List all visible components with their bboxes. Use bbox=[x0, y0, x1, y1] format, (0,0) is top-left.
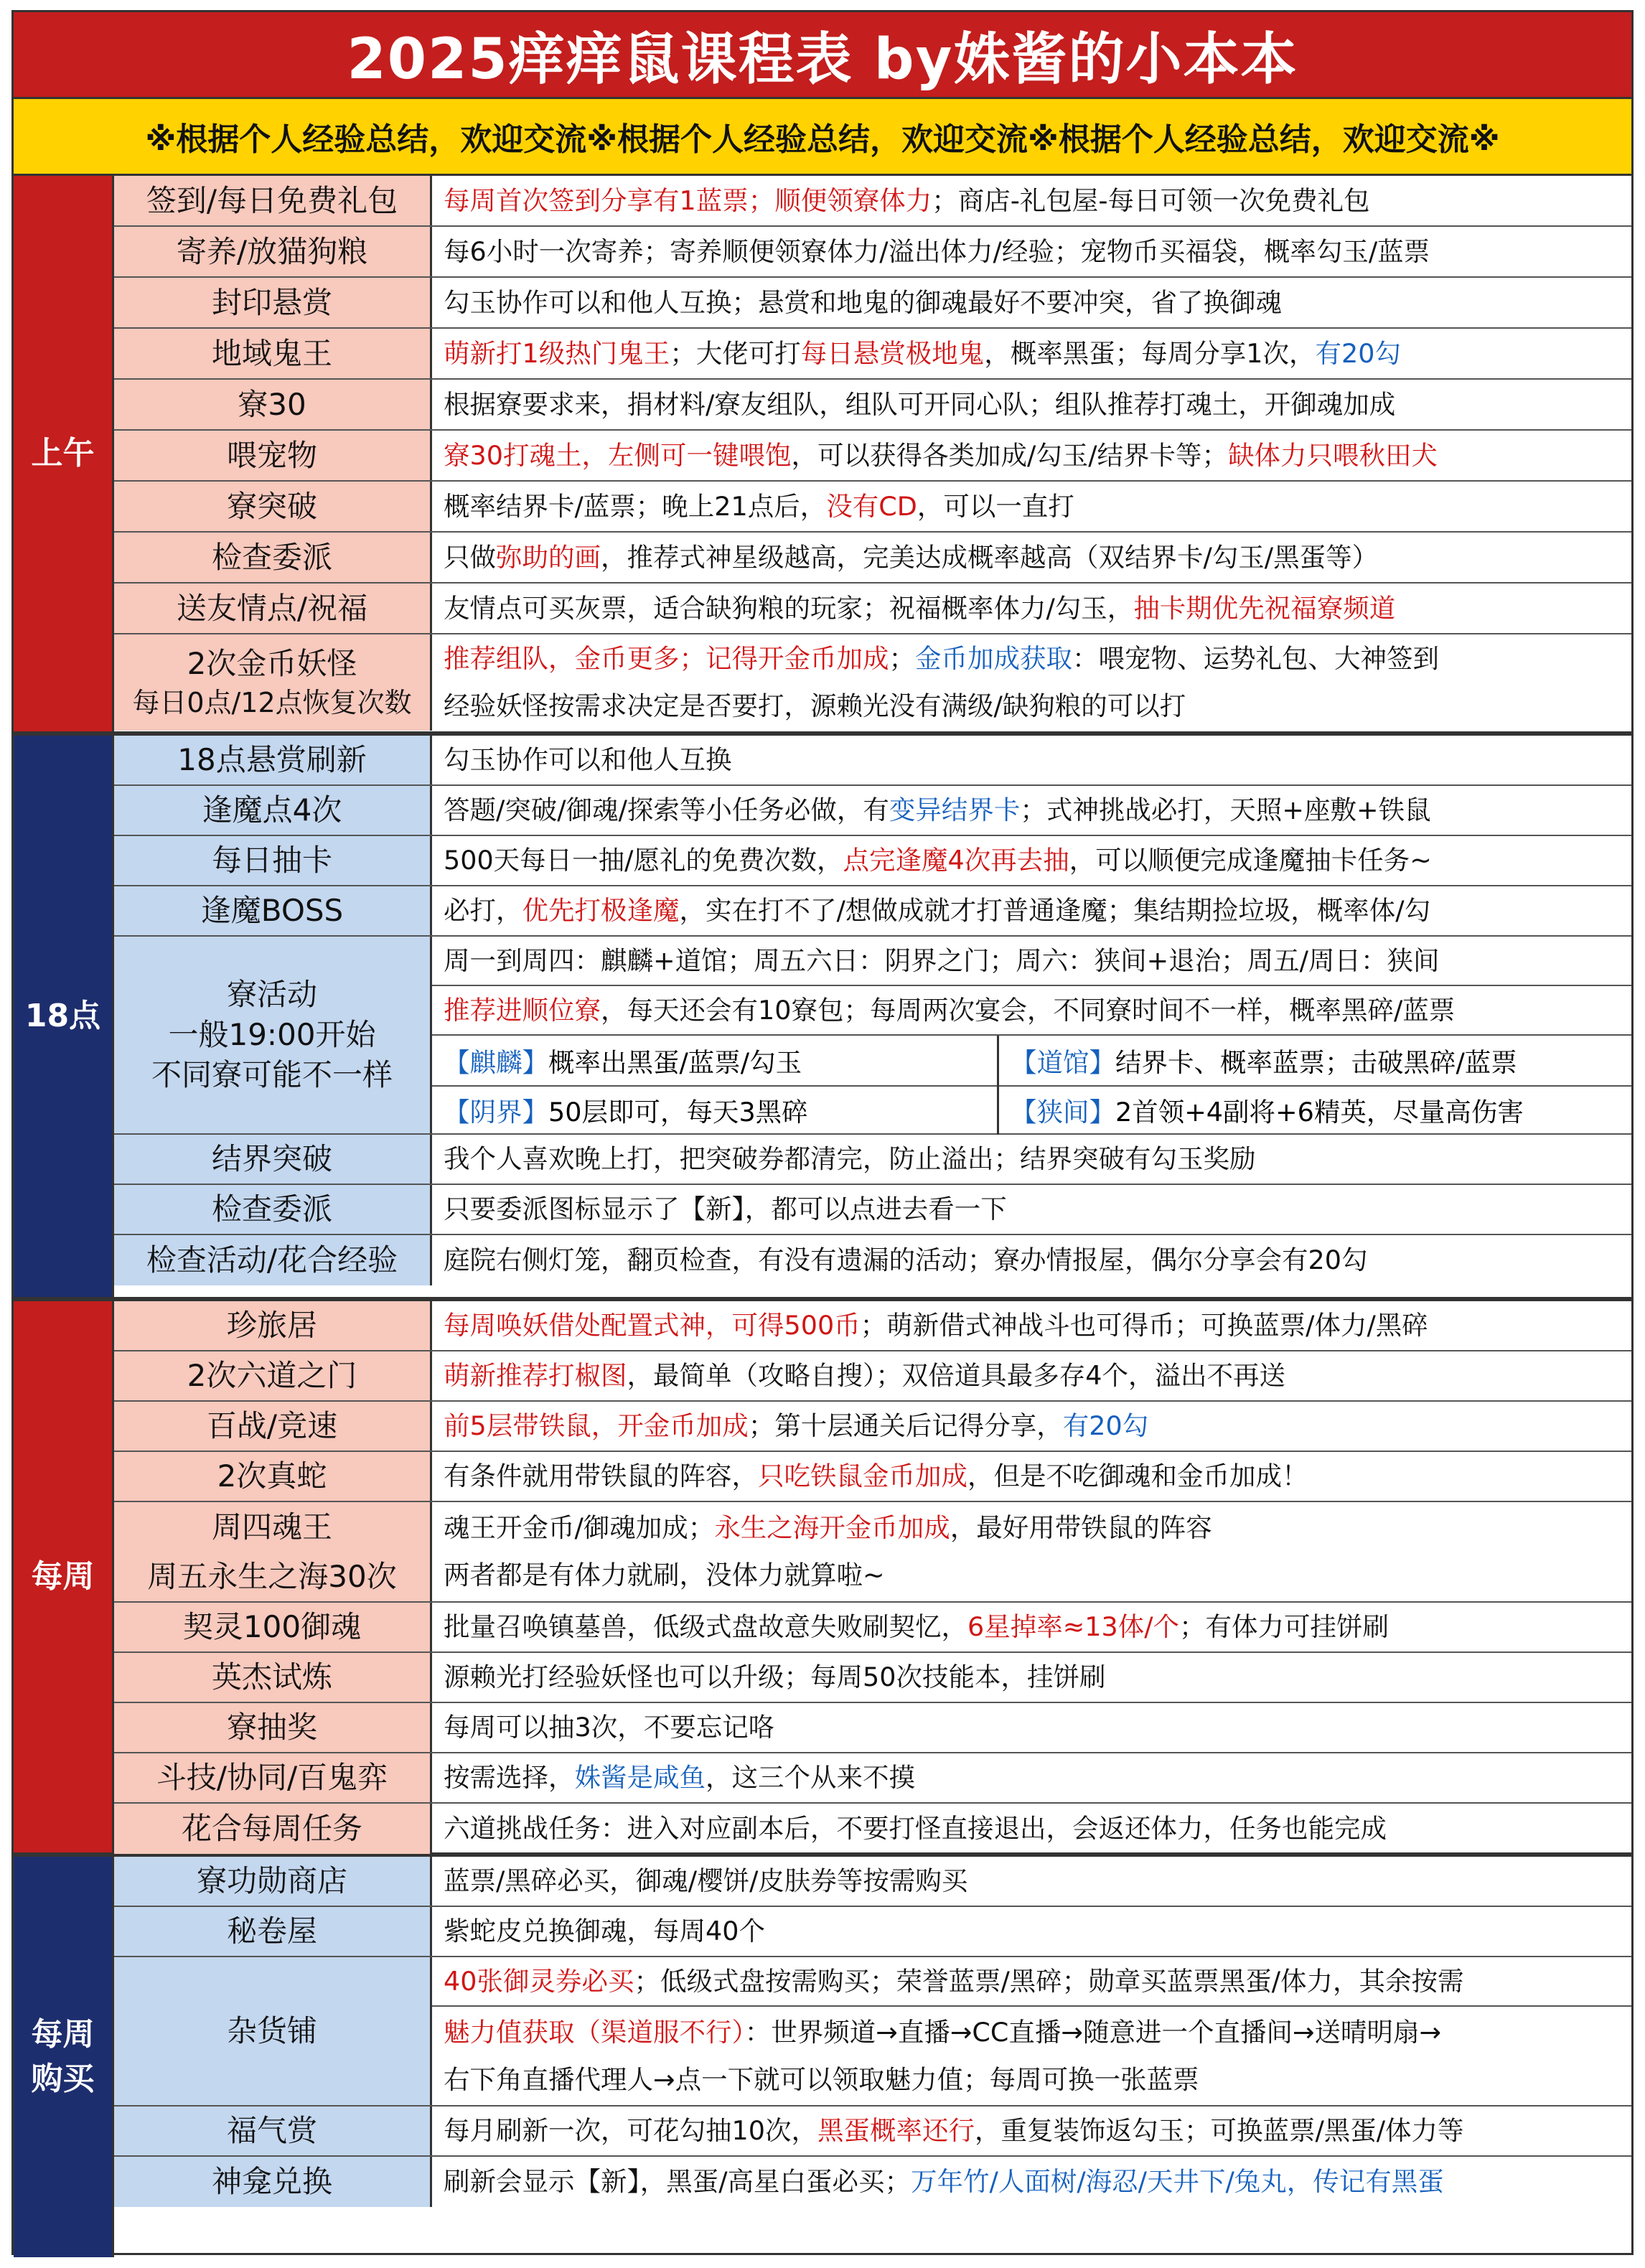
table-row bbox=[114, 1235, 1631, 1285]
desc-line bbox=[444, 330, 1620, 378]
desc-line bbox=[444, 887, 1620, 934]
row-desc bbox=[432, 736, 1631, 784]
combo-name-line: 周五永生之海30次 bbox=[147, 1558, 397, 1594]
combo-name-line: 周四魂王 bbox=[211, 1509, 332, 1545]
activity-tag: 【狭间】 bbox=[1011, 1096, 1115, 1128]
row-name bbox=[114, 2107, 432, 2155]
desc-text: 推荐进顺位寮 bbox=[444, 994, 601, 1026]
desc-text: 魂王开金币/御魂加成； bbox=[444, 1512, 715, 1543]
row-desc bbox=[432, 2157, 1631, 2207]
desc-text: ，可以顺便完成逢魔抽卡任务~ bbox=[1069, 845, 1432, 876]
desc-text: 6星掉率≈13体/个 bbox=[967, 1611, 1180, 1642]
desc-text: 弥助的画 bbox=[496, 541, 601, 573]
desc-text: 经验妖怪按需求决定是否要打，源赖光没有满级/缺狗粮的可以打 bbox=[444, 690, 1186, 721]
desc-text: ；有体力可挂饼刷 bbox=[1179, 1611, 1389, 1642]
desc-text: 每月刷新一次，可花勾抽10次， bbox=[444, 2115, 817, 2146]
table-row bbox=[114, 1907, 1631, 1957]
desc-line bbox=[444, 1352, 1620, 1400]
row-name-text: 百战/竞速 bbox=[206, 1408, 338, 1443]
desc-line bbox=[444, 1857, 1620, 1905]
activity-cell bbox=[432, 1036, 999, 1085]
row-name-text: 送友情点/祝福 bbox=[176, 590, 368, 626]
weekly-rows bbox=[114, 1301, 1631, 1852]
desc-text: 姝酱是咸鱼 bbox=[574, 1762, 706, 1793]
row-desc bbox=[432, 836, 1631, 885]
desc-text: ；商店-礼包屋-每日可领一次免费礼包 bbox=[932, 184, 1370, 216]
combo-desc bbox=[432, 1502, 1631, 1601]
zahuo-lines bbox=[432, 2007, 1631, 2105]
activity-text: 概率出黑蛋/蓝票/勾玉 bbox=[548, 1046, 802, 1078]
activity-block bbox=[114, 937, 1631, 1135]
desc-line bbox=[444, 1186, 1620, 1233]
section-label-weekly: 每周 bbox=[14, 1301, 114, 1852]
desc-text: 我个人喜欢晚上打，把突破券都清完，防止溢出；结界突破有勾玉奖励 bbox=[444, 1143, 1256, 1174]
row-desc bbox=[432, 1135, 1631, 1184]
combo-block bbox=[114, 1502, 1631, 1603]
schedule-sheet bbox=[11, 10, 1634, 2255]
desc-line bbox=[444, 1704, 1620, 1751]
row-name-text: 花合每周任务 bbox=[181, 1811, 362, 1846]
desc-text: 右下角直播代理人→点一下就可以领取魅力值；每周可换一张蓝票 bbox=[444, 2063, 1199, 2095]
desc-text: 萌新推荐打椒图 bbox=[444, 1360, 627, 1391]
row-name-text: 每日抽卡 bbox=[211, 843, 332, 878]
desc-text: 每周首次签到分享有1蓝票；顺便领寮体力 bbox=[444, 184, 932, 216]
row-name bbox=[114, 1301, 432, 1350]
row-name-text: 2次金币妖怪 bbox=[187, 646, 357, 681]
row-name bbox=[114, 1753, 432, 1802]
table-row bbox=[114, 1301, 1631, 1351]
activity-tag: 【阴界】 bbox=[444, 1096, 548, 1128]
page-title: 2025痒痒鼠课程表 by姝酱的小本本 bbox=[14, 12, 1631, 97]
desc-line bbox=[444, 1754, 1620, 1801]
desc-text: ；低级式盘按需购买；荣誉蓝票/黑碎；勋章买蓝票黑蛋/体力，其余按需 bbox=[634, 1965, 1464, 1997]
row-desc bbox=[432, 431, 1631, 480]
desc-text: 概率结界卡/蓝票；晚上21点后， bbox=[444, 490, 827, 522]
row-name-text: 英杰试炼 bbox=[211, 1659, 332, 1695]
row-name-text: 签到/每日免费礼包 bbox=[146, 182, 398, 218]
desc-text: 庭院右侧灯笼，翻页检查，有没有遗漏的活动；寮办情报屋，偶尔分享会有20勾 bbox=[444, 1245, 1368, 1275]
desc-text: 答题/突破/御魂/探索等小任务必做，有 bbox=[444, 795, 889, 825]
row-name bbox=[114, 1185, 432, 1234]
desc-text: 前5层带铁鼠，开金币加成 bbox=[444, 1410, 749, 1441]
table-row bbox=[114, 176, 1631, 227]
section-shop bbox=[14, 1857, 1631, 2257]
desc-text: 黑蛋概率还行 bbox=[817, 2115, 975, 2146]
desc-line bbox=[444, 534, 1620, 581]
activity-line bbox=[432, 986, 1631, 1036]
row-name bbox=[114, 886, 432, 935]
row-desc bbox=[432, 1703, 1631, 1752]
row-name bbox=[114, 278, 432, 327]
row-name-text: 神龛兑换 bbox=[211, 2164, 332, 2199]
row-desc bbox=[432, 1857, 1631, 1906]
desc-text: 没有CD bbox=[826, 490, 917, 522]
activity-tag: 【道馆】 bbox=[1011, 1046, 1115, 1078]
desc-line bbox=[444, 279, 1620, 327]
shop-rows bbox=[114, 1857, 1631, 2257]
row-desc bbox=[432, 533, 1631, 582]
activity-name-line: 寮活动 bbox=[226, 977, 317, 1012]
section-label-shop: 每周购买 bbox=[14, 1857, 114, 2257]
desc-text: ：喂宠物、运势礼包、大神签到 bbox=[1072, 643, 1439, 674]
row-name bbox=[114, 533, 432, 582]
evening-rows bbox=[114, 736, 1631, 1297]
table-row bbox=[114, 634, 1631, 731]
row-name bbox=[114, 1857, 432, 1906]
row-name bbox=[114, 1452, 432, 1501]
desc-line bbox=[444, 1402, 1620, 1450]
desc-line bbox=[444, 2107, 1620, 2155]
activity-line bbox=[432, 937, 1631, 986]
desc-text: 每日悬赏极地鬼 bbox=[800, 337, 985, 369]
activity-cell bbox=[432, 1085, 999, 1135]
desc-text: ，最简单（攻略自搜）；双倍道具最多存4个，溢出不再送 bbox=[627, 1360, 1285, 1391]
desc-line bbox=[444, 1908, 1620, 1955]
section-label-morning: 上午 bbox=[14, 176, 114, 731]
row-name bbox=[114, 176, 432, 225]
table-row bbox=[114, 380, 1631, 431]
row-name-text: 寮功勋商店 bbox=[196, 1863, 347, 1898]
row-name-sub: 每日0点/12点恢复次数 bbox=[132, 687, 412, 718]
activity-cell bbox=[999, 1085, 1631, 1135]
morning-rows bbox=[114, 176, 1631, 731]
desc-text: 勾玉协作可以和他人互换；悬赏和地鬼的御魂最好不要冲突，省了换御魂 bbox=[444, 286, 1282, 318]
desc-line bbox=[444, 1504, 1620, 1552]
table-row bbox=[114, 1135, 1631, 1185]
desc-text: 每周唤妖借处配置式神，可得500币 bbox=[444, 1310, 861, 1341]
table-row bbox=[114, 736, 1631, 786]
desc-text: 只做 bbox=[444, 541, 496, 573]
table-row bbox=[114, 1603, 1631, 1653]
row-desc bbox=[432, 886, 1631, 935]
desc-text: 优先打极逢魔 bbox=[522, 895, 680, 926]
row-name bbox=[114, 1351, 432, 1400]
desc-text: 只吃铁鼠金币加成 bbox=[758, 1461, 967, 1491]
desc-text: ，但是不吃御魂和金币加成！ bbox=[967, 1461, 1308, 1491]
desc-text: 周一到周四：麒麟+道馆；周五六日：阴界之门；周六：狭间+退治；周五/周日：狭间 bbox=[444, 945, 1440, 976]
row-desc bbox=[432, 1452, 1631, 1501]
row-desc bbox=[432, 380, 1631, 429]
row-name bbox=[114, 1653, 432, 1702]
row-name bbox=[114, 1402, 432, 1451]
desc-text: 金币加成获取 bbox=[915, 643, 1072, 674]
desc-line bbox=[444, 987, 1620, 1034]
row-desc bbox=[432, 584, 1631, 633]
row-name bbox=[114, 1235, 432, 1285]
row-name-text: 寮突破 bbox=[226, 488, 317, 524]
desc-text: ，推荐式神星级越高，完美达成概率越高（双结界卡/勾玉/黑蛋等） bbox=[601, 541, 1379, 573]
row-name bbox=[114, 227, 432, 276]
desc-text: 点完逢魔4次再去抽 bbox=[843, 845, 1069, 876]
table-row bbox=[114, 1703, 1631, 1753]
table-row bbox=[114, 227, 1631, 278]
desc-text: 源赖光打经验妖怪也可以升级；每周50次技能本，挂饼刷 bbox=[444, 1662, 1106, 1692]
row-name bbox=[114, 786, 432, 835]
row-desc bbox=[432, 786, 1631, 835]
combo-name bbox=[114, 1502, 432, 1601]
desc-line bbox=[444, 2009, 1620, 2056]
section-evening bbox=[14, 736, 1631, 1301]
row-name bbox=[114, 2157, 432, 2207]
row-name bbox=[114, 634, 432, 731]
desc-text: 有20勾 bbox=[1062, 1410, 1149, 1441]
activity-text: 2首领+4副将+6精英，尽量高伤害 bbox=[1115, 1096, 1524, 1128]
desc-text: ；大佬可打 bbox=[670, 337, 801, 369]
desc-line bbox=[444, 736, 1620, 784]
row-desc bbox=[432, 1907, 1631, 1956]
desc-text: 抽卡期优先祝福寮频道 bbox=[1133, 592, 1396, 624]
section-weekly bbox=[14, 1301, 1631, 1857]
row-name-text: 喂宠物 bbox=[226, 437, 317, 473]
desc-text: ，可以一直打 bbox=[917, 490, 1074, 522]
desc-text: 每周可以抽3次，不要忘记咯 bbox=[444, 1712, 775, 1743]
row-name-text: 封印悬赏 bbox=[211, 284, 332, 320]
row-name bbox=[114, 836, 432, 885]
desc-text: 根据寮要求来，捐材料/寮友组队，组队可开同心队；组队推荐打魂土，开御魂加成 bbox=[444, 388, 1396, 420]
desc-text: 每6小时一次寄养；寄养顺便领寮体力/溢出体力/经验；宠物币买福袋，概率勾玉/蓝票 bbox=[444, 235, 1430, 267]
row-desc bbox=[432, 1653, 1631, 1702]
row-name-text: 寄养/放猫狗粮 bbox=[176, 233, 368, 269]
table-row bbox=[114, 1351, 1631, 1402]
desc-text: ，最好用带铁鼠的阵容 bbox=[950, 1512, 1212, 1543]
desc-line bbox=[444, 432, 1620, 479]
desc-text: ：世界频道→直播→CC直播→随意进一个直播间→送晴明扇→ bbox=[744, 2016, 1442, 2048]
desc-text: 有条件就用带铁鼠的阵容， bbox=[444, 1461, 758, 1491]
row-name bbox=[114, 1703, 432, 1752]
activity-name bbox=[114, 937, 432, 1133]
row-name-text: 2次六道之门 bbox=[187, 1358, 357, 1393]
desc-text: 批量召唤镇墓兽，低级式盘故意失败刷契忆， bbox=[444, 1611, 967, 1642]
row-name bbox=[114, 584, 432, 633]
desc-text: 紫蛇皮兑换御魂，每周40个 bbox=[444, 1916, 765, 1946]
desc-text: ，这三个从来不摸 bbox=[706, 1762, 915, 1793]
row-name-text: 斗技/协同/百鬼弈 bbox=[156, 1760, 388, 1795]
row-name-text: 结界突破 bbox=[211, 1141, 332, 1176]
desc-line bbox=[444, 1958, 1620, 2005]
row-name-text: 秘卷屋 bbox=[226, 1913, 317, 1949]
row-desc bbox=[432, 2107, 1631, 2155]
section-label-evening: 18点 bbox=[14, 736, 114, 1297]
table-row bbox=[114, 431, 1631, 482]
zahuo-name bbox=[114, 1957, 432, 2105]
desc-line bbox=[444, 1453, 1620, 1500]
row-desc bbox=[432, 1753, 1631, 1802]
table-row bbox=[114, 1857, 1631, 1907]
row-desc bbox=[432, 634, 1631, 731]
table-row bbox=[114, 1185, 1631, 1235]
desc-line bbox=[444, 177, 1620, 225]
row-desc bbox=[432, 482, 1631, 531]
table-row bbox=[114, 836, 1631, 886]
activity-name-line: 一般19:00开始 bbox=[168, 1017, 376, 1052]
desc-line bbox=[444, 585, 1620, 632]
table-row bbox=[114, 584, 1631, 634]
desc-text: ；萌新借式神战斗也可得币；可换蓝票/体力/黑碎 bbox=[860, 1310, 1428, 1341]
row-name-text: 寮抽奖 bbox=[226, 1710, 317, 1745]
zahuo-line bbox=[432, 1957, 1631, 2007]
desc-text: 按需选择， bbox=[444, 1762, 575, 1793]
table-row bbox=[114, 533, 1631, 584]
row-name-text: 契灵100御魂 bbox=[182, 1609, 362, 1644]
row-desc bbox=[432, 329, 1631, 378]
desc-text: 六道挑战任务：进入对应副本后，不要打怪直接退出，会返还体力，任务也能完成 bbox=[444, 1813, 1387, 1844]
desc-text: 勾玉协作可以和他人互换 bbox=[444, 744, 732, 775]
desc-text: 永生之海开金币加成 bbox=[714, 1512, 950, 1543]
desc-text: 变异结界卡 bbox=[889, 795, 1021, 825]
desc-line bbox=[444, 837, 1620, 884]
row-name bbox=[114, 1804, 432, 1854]
activity-name-line: 不同寮可能不一样 bbox=[151, 1057, 393, 1092]
desc-text: 友情点可买灰票，适合缺狗粮的玩家；祝福概率体力/勾玉， bbox=[444, 592, 1134, 624]
row-desc bbox=[432, 1185, 1631, 1234]
desc-text: ；第十层通关后记得分享， bbox=[748, 1410, 1063, 1441]
desc-text: 寮30打魂土，左侧可一键喂饱 bbox=[444, 439, 792, 471]
row-name-text: 逢魔点4次 bbox=[202, 792, 342, 828]
desc-text: 只要委派图标显示了【新】，都可以点进去看一下 bbox=[444, 1194, 1007, 1224]
desc-text: 推荐组队，金币更多；记得开金币加成 bbox=[444, 643, 889, 674]
row-desc bbox=[432, 1301, 1631, 1350]
table-row bbox=[114, 278, 1631, 329]
row-name bbox=[114, 482, 432, 531]
activity-split-row bbox=[432, 1036, 1631, 1087]
desc-line bbox=[444, 1237, 1620, 1284]
activity-split-row bbox=[432, 1085, 1631, 1135]
row-desc bbox=[432, 1804, 1631, 1854]
desc-line bbox=[444, 2056, 1620, 2104]
desc-text: 蓝票/黑碎必买，御魂/樱饼/皮肤券等按需购买 bbox=[444, 1865, 968, 1896]
desc-text: 500天每日一抽/愿礼的免费次数， bbox=[444, 845, 843, 876]
desc-text: ，概率黑蛋；每周分享1次， bbox=[984, 337, 1316, 369]
desc-text: 刷新会显示【新】，黑蛋/高星白蛋必买； bbox=[444, 2166, 911, 2197]
row-name bbox=[114, 1603, 432, 1651]
desc-line bbox=[444, 1805, 1620, 1852]
table-row bbox=[114, 482, 1631, 533]
desc-line bbox=[444, 381, 1620, 428]
row-name-text: 福气赏 bbox=[226, 2113, 317, 2148]
table-row bbox=[114, 329, 1631, 380]
desc-line bbox=[444, 2158, 1620, 2206]
row-desc bbox=[432, 278, 1631, 327]
desc-text: 魅力值获取（渠道服不行） bbox=[444, 2016, 745, 2048]
desc-line bbox=[444, 1302, 1620, 1349]
row-desc bbox=[432, 227, 1631, 276]
desc-text: 缺体力只喂秋田犬 bbox=[1228, 439, 1438, 471]
row-name bbox=[114, 380, 432, 429]
desc-line bbox=[444, 1135, 1620, 1183]
row-name bbox=[114, 431, 432, 480]
row-desc bbox=[432, 1235, 1631, 1285]
row-desc bbox=[432, 1603, 1631, 1651]
row-name bbox=[114, 1907, 432, 1956]
table-row bbox=[114, 2157, 1631, 2207]
row-name-text: 18点悬赏刷新 bbox=[177, 742, 367, 777]
desc-line bbox=[444, 1552, 1620, 1599]
row-name-text: 珍旅居 bbox=[226, 1308, 317, 1343]
row-name bbox=[114, 329, 432, 378]
row-name-text: 寮30 bbox=[238, 386, 306, 422]
desc-text: ，可以获得各类加成/勾玉/结界卡等； bbox=[791, 439, 1229, 471]
desc-text: ；式神挑战必打，天照+座敷+铁鼠 bbox=[1020, 795, 1431, 825]
desc-text: ，实在打不了/想做成就才打普通逢魔；集结期捡垃圾，概率体/勾 bbox=[679, 895, 1431, 926]
activity-cell bbox=[999, 1036, 1631, 1085]
table-row bbox=[114, 2107, 1631, 2157]
row-desc bbox=[432, 1402, 1631, 1451]
desc-text: 两者都是有体力就刷，没体力就算啦~ bbox=[444, 1560, 885, 1590]
table-row bbox=[114, 1402, 1631, 1452]
desc-line bbox=[444, 937, 1620, 985]
desc-text: 萌新打1级热门鬼王 bbox=[444, 337, 670, 369]
desc-line bbox=[444, 1654, 1620, 1701]
desc-line bbox=[444, 1603, 1620, 1651]
table-row bbox=[114, 786, 1631, 836]
activity-text: 50层即可，每天3黑碎 bbox=[548, 1096, 808, 1128]
desc-line bbox=[444, 228, 1620, 276]
table-row bbox=[114, 886, 1631, 937]
table-row bbox=[114, 1452, 1631, 1502]
table-row bbox=[114, 1804, 1631, 1854]
table-row bbox=[114, 1753, 1631, 1804]
row-name-text: 逢魔BOSS bbox=[200, 893, 344, 928]
desc-text: 40张御灵券必买 bbox=[444, 1965, 634, 1997]
banner: ※根据个人经验总结，欢迎交流※根据个人经验总结，欢迎交流※根据个人经验总结，欢迎交流※ bbox=[14, 97, 1631, 176]
desc-text: ； bbox=[889, 643, 915, 674]
row-name-text: 2次真蛇 bbox=[217, 1458, 327, 1494]
row-name-text: 检查活动/花合经验 bbox=[146, 1242, 398, 1278]
desc-line bbox=[444, 683, 1620, 730]
zahuo-block bbox=[114, 1957, 1631, 2107]
desc-text: 必打， bbox=[444, 895, 522, 926]
desc-line bbox=[444, 787, 1620, 834]
desc-text: ，重复装饰返勾玉；可换蓝票/黑蛋/体力等 bbox=[974, 2115, 1464, 2146]
desc-text: 万年竹/人面树/海忍/天井下/兔丸，传记有黑蛋 bbox=[911, 2166, 1444, 2197]
desc-text: 有20勾 bbox=[1315, 337, 1401, 369]
row-name-text: 检查委派 bbox=[211, 539, 332, 575]
zahuo-name-text: 杂货铺 bbox=[226, 2013, 317, 2048]
row-desc bbox=[432, 176, 1631, 225]
desc-line bbox=[444, 635, 1620, 683]
desc-line bbox=[444, 483, 1620, 530]
table-row bbox=[114, 1653, 1631, 1703]
activity-text: 结界卡、概率蓝票；击破黑碎/蓝票 bbox=[1115, 1046, 1517, 1078]
activity-tag: 【麒麟】 bbox=[444, 1046, 548, 1078]
row-name-text: 检查委派 bbox=[211, 1191, 332, 1227]
row-name bbox=[114, 736, 432, 784]
section-morning bbox=[14, 176, 1631, 736]
row-name-text: 地域鬼王 bbox=[211, 335, 332, 371]
row-name bbox=[114, 1135, 432, 1184]
row-desc bbox=[432, 1351, 1631, 1400]
desc-text: ，每天还会有10寮包；每周两次宴会，不同寮时间不一样，概率黑碎/蓝票 bbox=[601, 994, 1456, 1026]
